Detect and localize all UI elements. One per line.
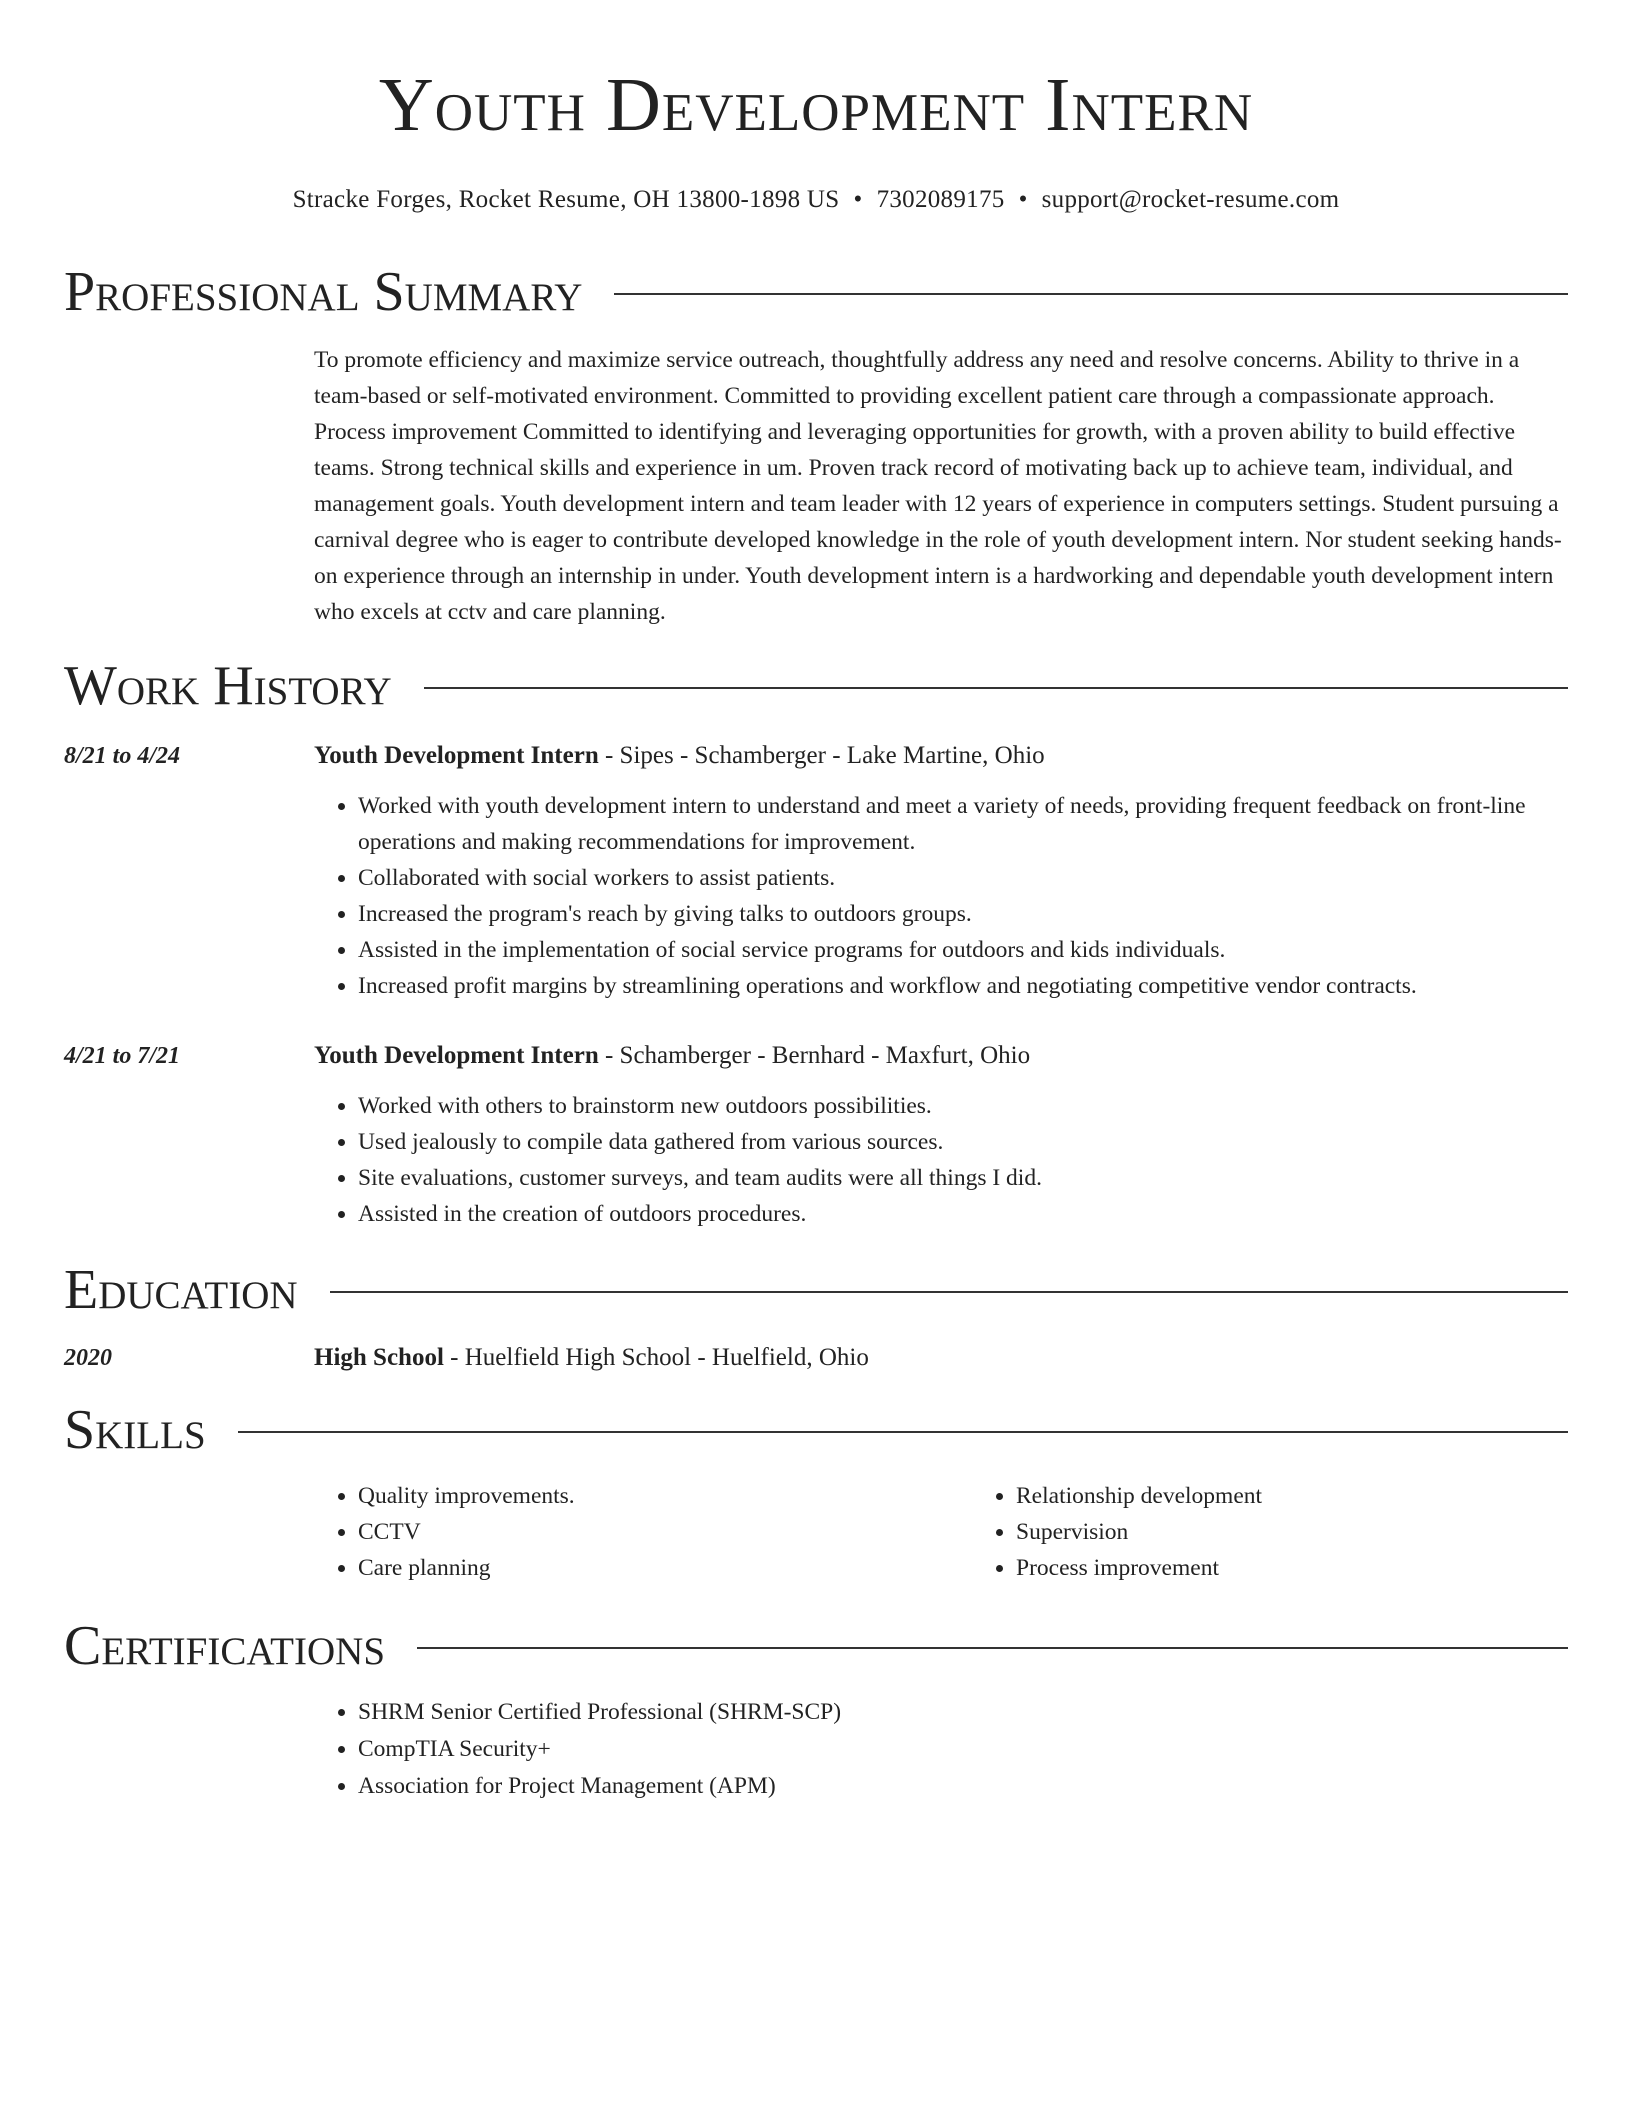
section-divider <box>330 1291 1568 1293</box>
section-header <box>64 262 1568 322</box>
summary-gutter <box>64 322 314 630</box>
section-header <box>64 656 1568 716</box>
job-bullet: • Assisted in the creation of outdoors procedures. <box>358 1196 1568 1232</box>
skill-item: • CCTV <box>358 1514 972 1550</box>
section-title: Education <box>64 1259 298 1321</box>
section-header <box>64 1400 1568 1460</box>
section-title: Certifications <box>64 1615 386 1677</box>
skill-item: • Quality improvements. <box>358 1478 972 1514</box>
job-dates: 4/21 to 7/21 <box>64 1043 181 1069</box>
job-title: Youth Development Intern <box>314 1042 599 1069</box>
section-title: Work History <box>64 655 392 717</box>
skill-item: • Supervision <box>1016 1514 1630 1550</box>
job-bullets <box>314 788 1568 1004</box>
job-bullet: • Assisted in the implementation of social service programs for outdoors and kids individuals. <box>358 932 1568 968</box>
education-school: - Huelfield High School - Huelfield, Ohio <box>443 1344 869 1371</box>
education-entry <box>64 1340 1568 1376</box>
job-bullets <box>314 1088 1568 1232</box>
section-header <box>64 1260 1568 1320</box>
job-bullet: • Used jealously to compile data gathered from various sources. <box>358 1124 1568 1160</box>
job-bullet: • Site evaluations, customer surveys, and team audits were all things I did. <box>358 1160 1568 1196</box>
skills-list-right <box>972 1478 1630 1586</box>
job-employer: - Schamberger - Bernhard - Maxfurt, Ohio <box>598 1042 1031 1069</box>
job-bullet: • Worked with youth development intern to understand and meet a variety of needs, providing frequent feedback on front-line operations and making recommendations for improvement. <box>358 788 1568 860</box>
skills-gutter <box>64 1460 314 1586</box>
contact-address: Stracke Forges, Rocket Resume, OH 13800-1898 US <box>292 186 840 213</box>
job-dates: 8/21 to 4/24 <box>64 743 181 769</box>
job-heading <box>314 1038 1568 1074</box>
skill-item: • Relationship development <box>1016 1478 1630 1514</box>
section-divider <box>417 1647 1568 1649</box>
summary-text: To promote efficiency and maximize service outreach, thoughtfully address any need and resolve concerns. Ability to thrive in a team-based or self-motivated environment. Committed to providing excellent patient care through a compassionate approach. Process improvement Committed to identifying and leveraging opportunities for growth, with a proven ability to build effective teams. Strong technical skills and experience in um. Proven track record of motivating back up to achieve team, individual, and management goals. Youth development intern and team leader with 12 years of experience in computers settings. Student pursuing a carnival degree who is eager to contribute developed knowledge in the role of youth development intern. Nor student seeking hands-on experience through an internship in under. Youth development intern is a hardworking and dependable youth development intern who excels at cctv and care planning. <box>314 347 1562 625</box>
contact-line <box>64 186 1568 214</box>
contact-separator: • <box>853 186 863 213</box>
section-title: Professional Summary <box>64 261 583 323</box>
certifications-list <box>314 1694 1568 1805</box>
certification-item: • CompTIA Security+ <box>358 1731 1568 1768</box>
section-divider <box>238 1431 1568 1433</box>
job-bullet: • Collaborated with social workers to assist patients. <box>358 860 1568 896</box>
certifications-gutter <box>64 1676 314 1805</box>
education-degree: High School <box>314 1344 444 1371</box>
skills-list-left <box>314 1478 972 1586</box>
certification-item: • SHRM Senior Certified Professional (SHRM-SCP) <box>358 1694 1568 1731</box>
contact-phone: 7302089175 <box>876 186 1005 213</box>
job-bullet: • Increased profit margins by streamlining operations and workflow and negotiating competitive vendor contracts. <box>358 968 1568 1004</box>
job-title: Youth Development Intern <box>314 742 599 769</box>
job-employer: - Sipes - Schamberger - Lake Martine, Ohio <box>598 742 1045 769</box>
job-bullet: • Worked with others to brainstorm new outdoors possibilities. <box>358 1088 1568 1124</box>
resume-name: Youth Development Intern <box>378 63 1254 147</box>
section-title: Skills <box>64 1399 206 1461</box>
section-divider <box>614 293 1568 295</box>
contact-separator: • <box>1018 186 1028 213</box>
skill-item: • Process improvement <box>1016 1550 1630 1586</box>
contact-email: support@rocket-resume.com <box>1041 186 1340 213</box>
job-entry <box>64 738 1568 1004</box>
summary-section <box>64 262 1568 630</box>
section-header <box>64 1616 1568 1676</box>
job-entry <box>64 1038 1568 1232</box>
job-heading <box>314 738 1568 774</box>
education-section <box>64 1260 1568 1376</box>
skills-grid <box>314 1478 1630 1586</box>
work-history-section <box>64 656 1568 1232</box>
certifications-section <box>64 1616 1568 1805</box>
certification-item: • Association for Project Management (APM) <box>358 1768 1568 1805</box>
section-divider <box>424 687 1568 689</box>
education-year: 2020 <box>64 1345 112 1371</box>
skill-item: • Care planning <box>358 1550 972 1586</box>
skills-section <box>64 1400 1568 1586</box>
job-bullet: • Increased the program's reach by giving talks to outdoors groups. <box>358 896 1568 932</box>
